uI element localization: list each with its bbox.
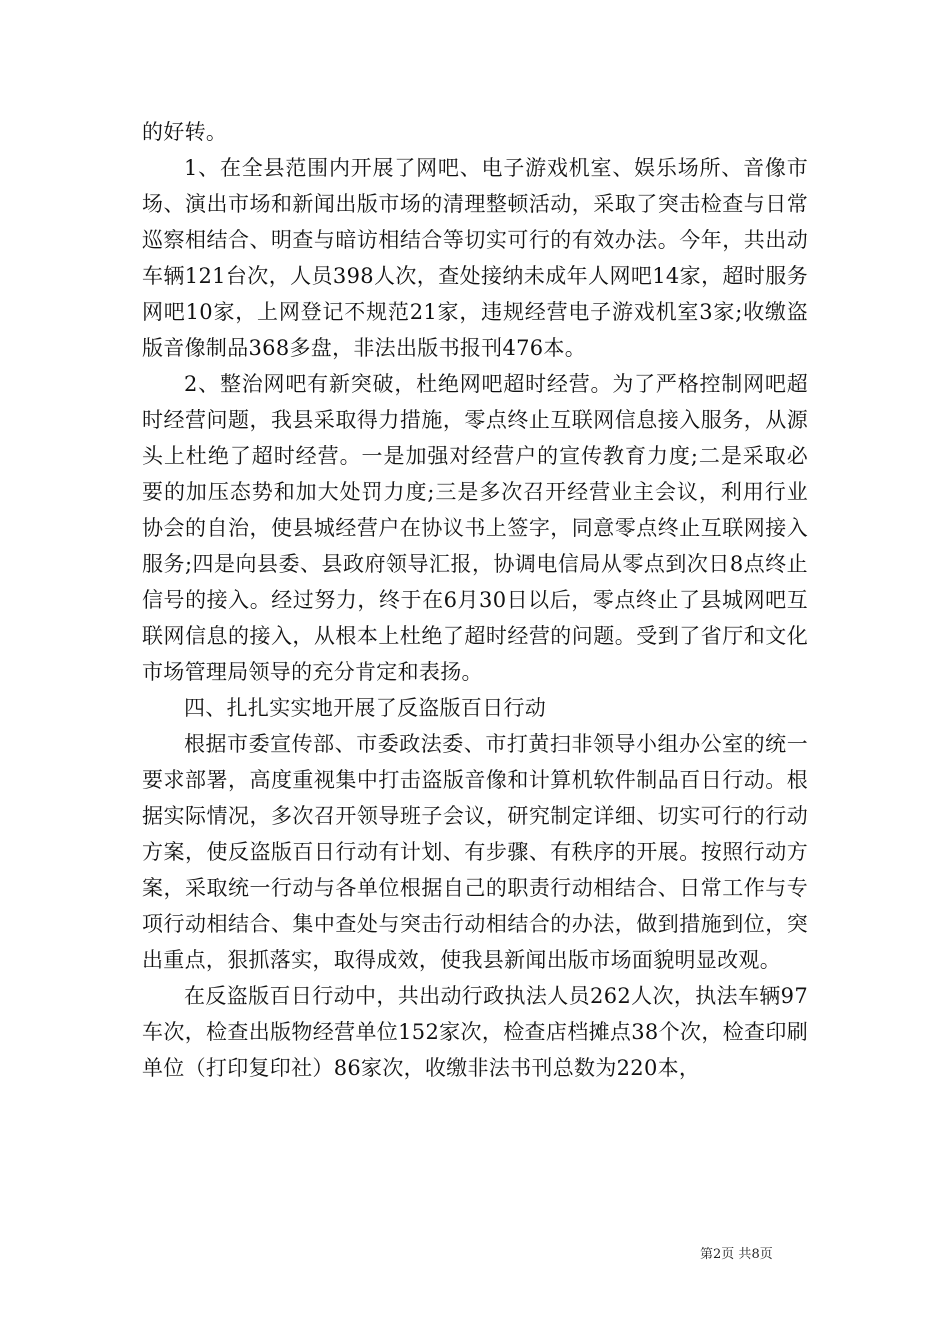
- paragraph-6: 在反盗版百日行动中，共出动行政执法人员262人次，执法车辆97车次，检查出版物经营单位152家次，检查店档摊点38个次，检查印刷单位（打印复印社）86家次，收缴非法书刊总数为220本，: [142, 984, 808, 1080]
- paragraph-3: 2、整治网吧有新突破，杜绝网吧超时经营。为了严格控制网吧超时经营问题，我县采取得力措施，零点终止互联网信息接入服务，从源头上杜绝了超时经营。一是加强对经营户的宣传教育力度;二是采取必要的加压态势和加大处罚力度;三是多次召开经营业主会议，利用行业协会的自治，使县城经营户在协议书上签字，同意零点终止互联网接入服务;四是向县委、县政府领导汇报，协调电信局从零点到次日8点终止信号的接入。经过努力，终于在6月30日以后，零点终止了县城网吧互联网信息的接入，从根本上杜绝了超时经营的问题。受到了省厅和文化市场管理局领导的充分肯定和表扬。: [142, 372, 808, 684]
- document-body: [142, 114, 808, 1086]
- footer-prefix: 第: [700, 1247, 714, 1262]
- footer-middle: 页 共: [721, 1247, 752, 1262]
- page-number-footer: [700, 1246, 820, 1264]
- footer-total-pages: 8: [751, 1247, 760, 1262]
- paragraph-5: 根据市委宣传部、市委政法委、市打黄扫非领导小组办公室的统一要求部署，高度重视集中打击盗版音像和计算机软件制品百日行动。根据实际情况，多次召开领导班子会议，研究制定详细、切实可行的行动方案，使反盗版百日行动有计划、有步骤、有秩序的开展。按照行动方案，采取统一行动与各单位根据自己的职责行动相结合、日常工作与专项行动相结合、集中查处与突击行动相结合的办法，做到措施到位，突出重点，狠抓落实，取得成效，使我县新闻出版市场面貌明显改观。: [142, 732, 808, 972]
- paragraph-2: 1、在全县范围内开展了网吧、电子游戏机室、娱乐场所、音像市场、演出市场和新闻出版市场的清理整顿活动，采取了突击检查与日常巡察相结合、明查与暗访相结合等切实可行的有效办法。今年，共出动车辆121台次，人员398人次，查处接纳未成年人网吧14家，超时服务网吧10家，上网登记不规范21家，违规经营电子游戏机室3家;收缴盗版音像制品368多盘，非法出版书报刊476本。: [142, 156, 808, 360]
- paragraph-1: 的好转。: [142, 120, 228, 144]
- footer-current-page: 2: [713, 1247, 722, 1262]
- section-heading: 四、扎扎实实地开展了反盗版百日行动: [184, 696, 547, 720]
- footer-suffix: 页: [759, 1247, 773, 1262]
